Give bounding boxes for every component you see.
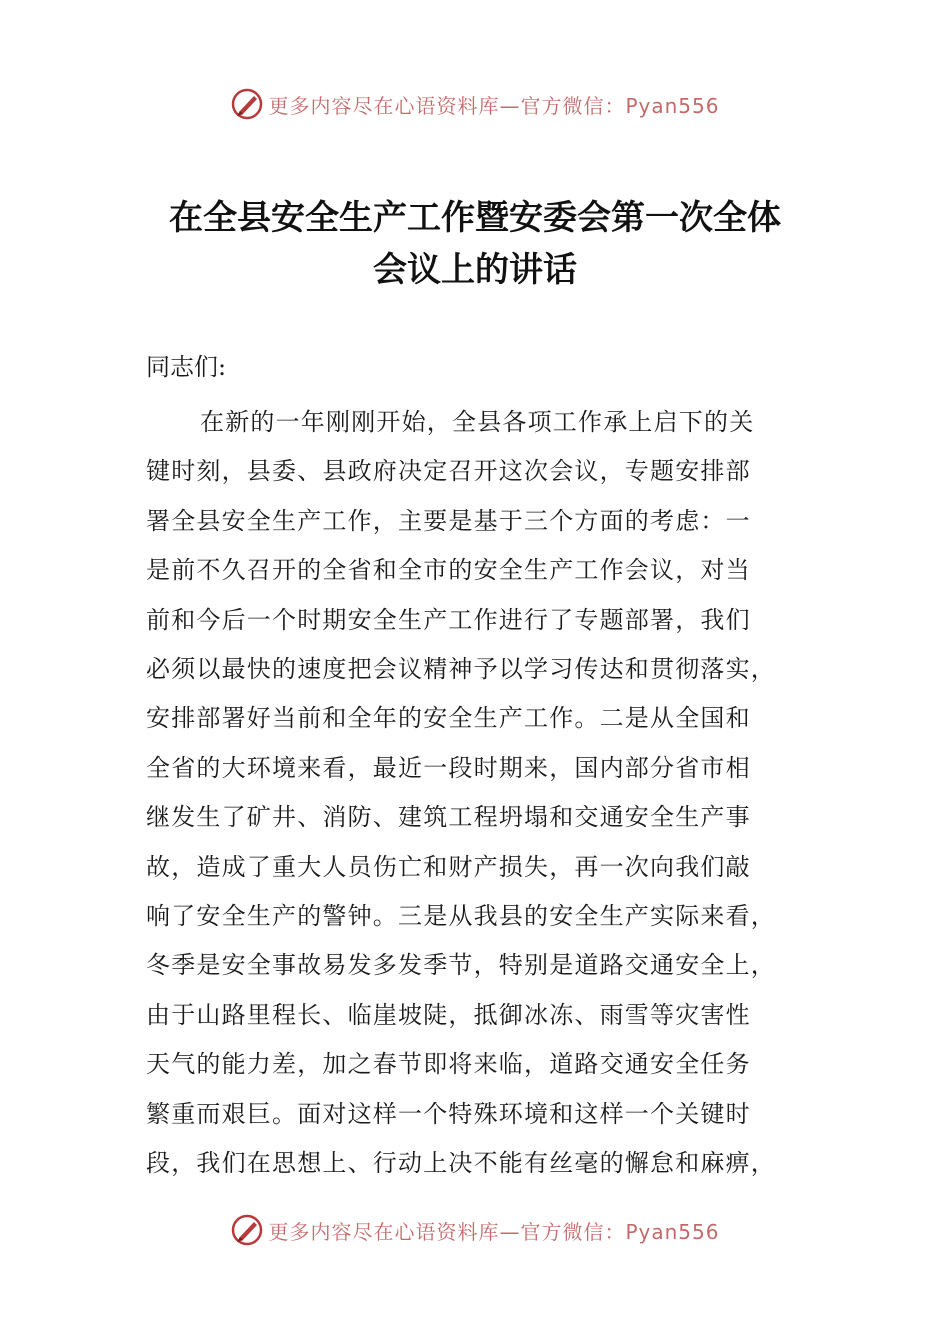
- header-banner: [0, 84, 950, 124]
- paragraph-line: 在新的一年刚刚开始，全县各项工作承上启下的关: [200, 408, 755, 436]
- paragraph-line: 由于山路里程长、临崖坡陡，抵御冰冻、雨雪等灾害性: [146, 1000, 751, 1029]
- paragraph-line: 故，造成了重大人员伤亡和财产损失，再一次向我们敲: [146, 852, 751, 881]
- pen-logo-icon: [230, 1213, 264, 1247]
- paragraph-line: 全省的大环境来看，最近一段时期来，国内部分省市相: [146, 753, 751, 782]
- paragraph-line: 安排部署好当前和全年的安全生产工作。二是从全国和: [146, 704, 751, 733]
- greeting: 同志们:: [146, 353, 227, 381]
- body-paragraph: [146, 398, 806, 1189]
- title-line: 在全县安全生产工作暨安委会第一次全体: [169, 198, 781, 238]
- footer-banner-text: 更多内容尽在心语资料库—官方微信：Pyan556: [268, 1219, 720, 1244]
- paragraph-line: 署全县安全生产工作，主要是基于三个方面的考虑：一: [146, 506, 751, 535]
- paragraph-line: 是前不久召开的全省和全市的安全生产工作会议，对当: [146, 556, 751, 585]
- paragraph-line: 冬季是安全事故易发多发季节，特别是道路交通安全上，: [146, 951, 776, 980]
- pen-logo-icon: [230, 87, 264, 121]
- paragraph-line: 必须以最快的速度把会议精神予以学习传达和贯彻落实，: [146, 655, 776, 684]
- paragraph-line: 天气的能力差，加之春节即将来临，道路交通安全任务: [146, 1050, 751, 1079]
- header-banner-text: 更多内容尽在心语资料库—官方微信：Pyan556: [268, 93, 720, 118]
- paragraph-line: 繁重而艰巨。面对这样一个特殊环境和这样一个关键时: [146, 1099, 751, 1128]
- title-line: 会议上的讲话: [373, 250, 577, 290]
- paragraph-line: 前和今后一个时期安全生产工作进行了专题部署，我们: [146, 605, 751, 634]
- paragraph-line: 键时刻，县委、县政府决定召开这次会议，专题安排部: [146, 457, 751, 486]
- paragraph-line: 响了安全生产的警钟。三是从我县的安全生产实际来看，: [146, 902, 776, 931]
- document-title: [0, 192, 950, 296]
- paragraph-line: 继发生了矿井、消防、建筑工程坍塌和交通安全生产事: [146, 803, 751, 832]
- paragraph-line: 段，我们在思想上、行动上决不能有丝毫的懈怠和麻痹，: [146, 1149, 776, 1178]
- footer-banner: [0, 1210, 950, 1250]
